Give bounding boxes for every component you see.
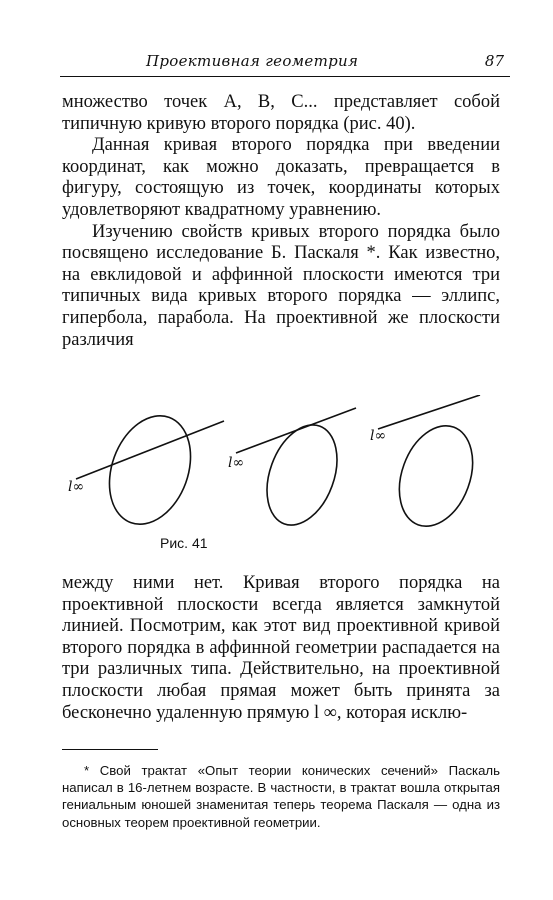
paragraph-3: Изучению свойств кривых второго порядка было посвящено исследование Б. Паскаля *. Как известно, на евклидовой и аффинной плоскости имеются три типичных вида кривых второго порядка — эллипс, гипербола, парабола. На проективной же плоскости различия [62, 221, 500, 350]
conics-illustration [60, 395, 500, 535]
figure-caption: Рис. 41 [160, 535, 208, 551]
header-rule [60, 76, 510, 77]
line-secant [76, 421, 224, 479]
footnote-rule [62, 749, 158, 750]
paragraph-2: Данная кривая второго порядка при введении координат, как можно доказать, превращается в фигуру, состоящую из точек, координаты которых удовлетворяют квадратному уравнению. [62, 135, 500, 220]
line-tangent [236, 408, 356, 453]
paragraph-4: между ними нет. Кривая второго порядка на проективной плоскости всегда является замкнутой линией. Посмотрим, как этот вид проективной кривой второго порядка в аффинной геометрии распадается на три различных типа. Действительно, на проективной плоскости любая прямая может быть принята за бесконечно удаленную прямую l ∞, которая исклю- [62, 573, 500, 723]
body-text-bottom [62, 573, 500, 724]
line-disjoint [378, 395, 480, 429]
footnote: * Свой трактат «Опыт теории конических сечений» Паскаль написал в 16-летнем возрасте. В частности, в трактат вошла открытая гениальным юношей знаменитая теперь теорема Паскаля — одна из основных теорем проективной геометрии. [62, 763, 500, 830]
line-label-2: l∞ [228, 455, 245, 471]
figure-41 [60, 395, 500, 560]
line-label-3: l∞ [370, 428, 387, 444]
running-title: Проективная геометрия [146, 52, 359, 70]
page-number: 87 [484, 52, 504, 70]
line-label-1: l∞ [68, 479, 85, 495]
ellipse-secant [95, 404, 205, 535]
paragraph-1: множество точек A, B, C... представляет собой типичную кривую второго порядка (рис. 40). [62, 92, 500, 134]
running-header [60, 52, 510, 78]
body-text-top [62, 92, 500, 351]
ellipse-tangent [254, 415, 350, 535]
ellipse-disjoint [386, 416, 485, 535]
